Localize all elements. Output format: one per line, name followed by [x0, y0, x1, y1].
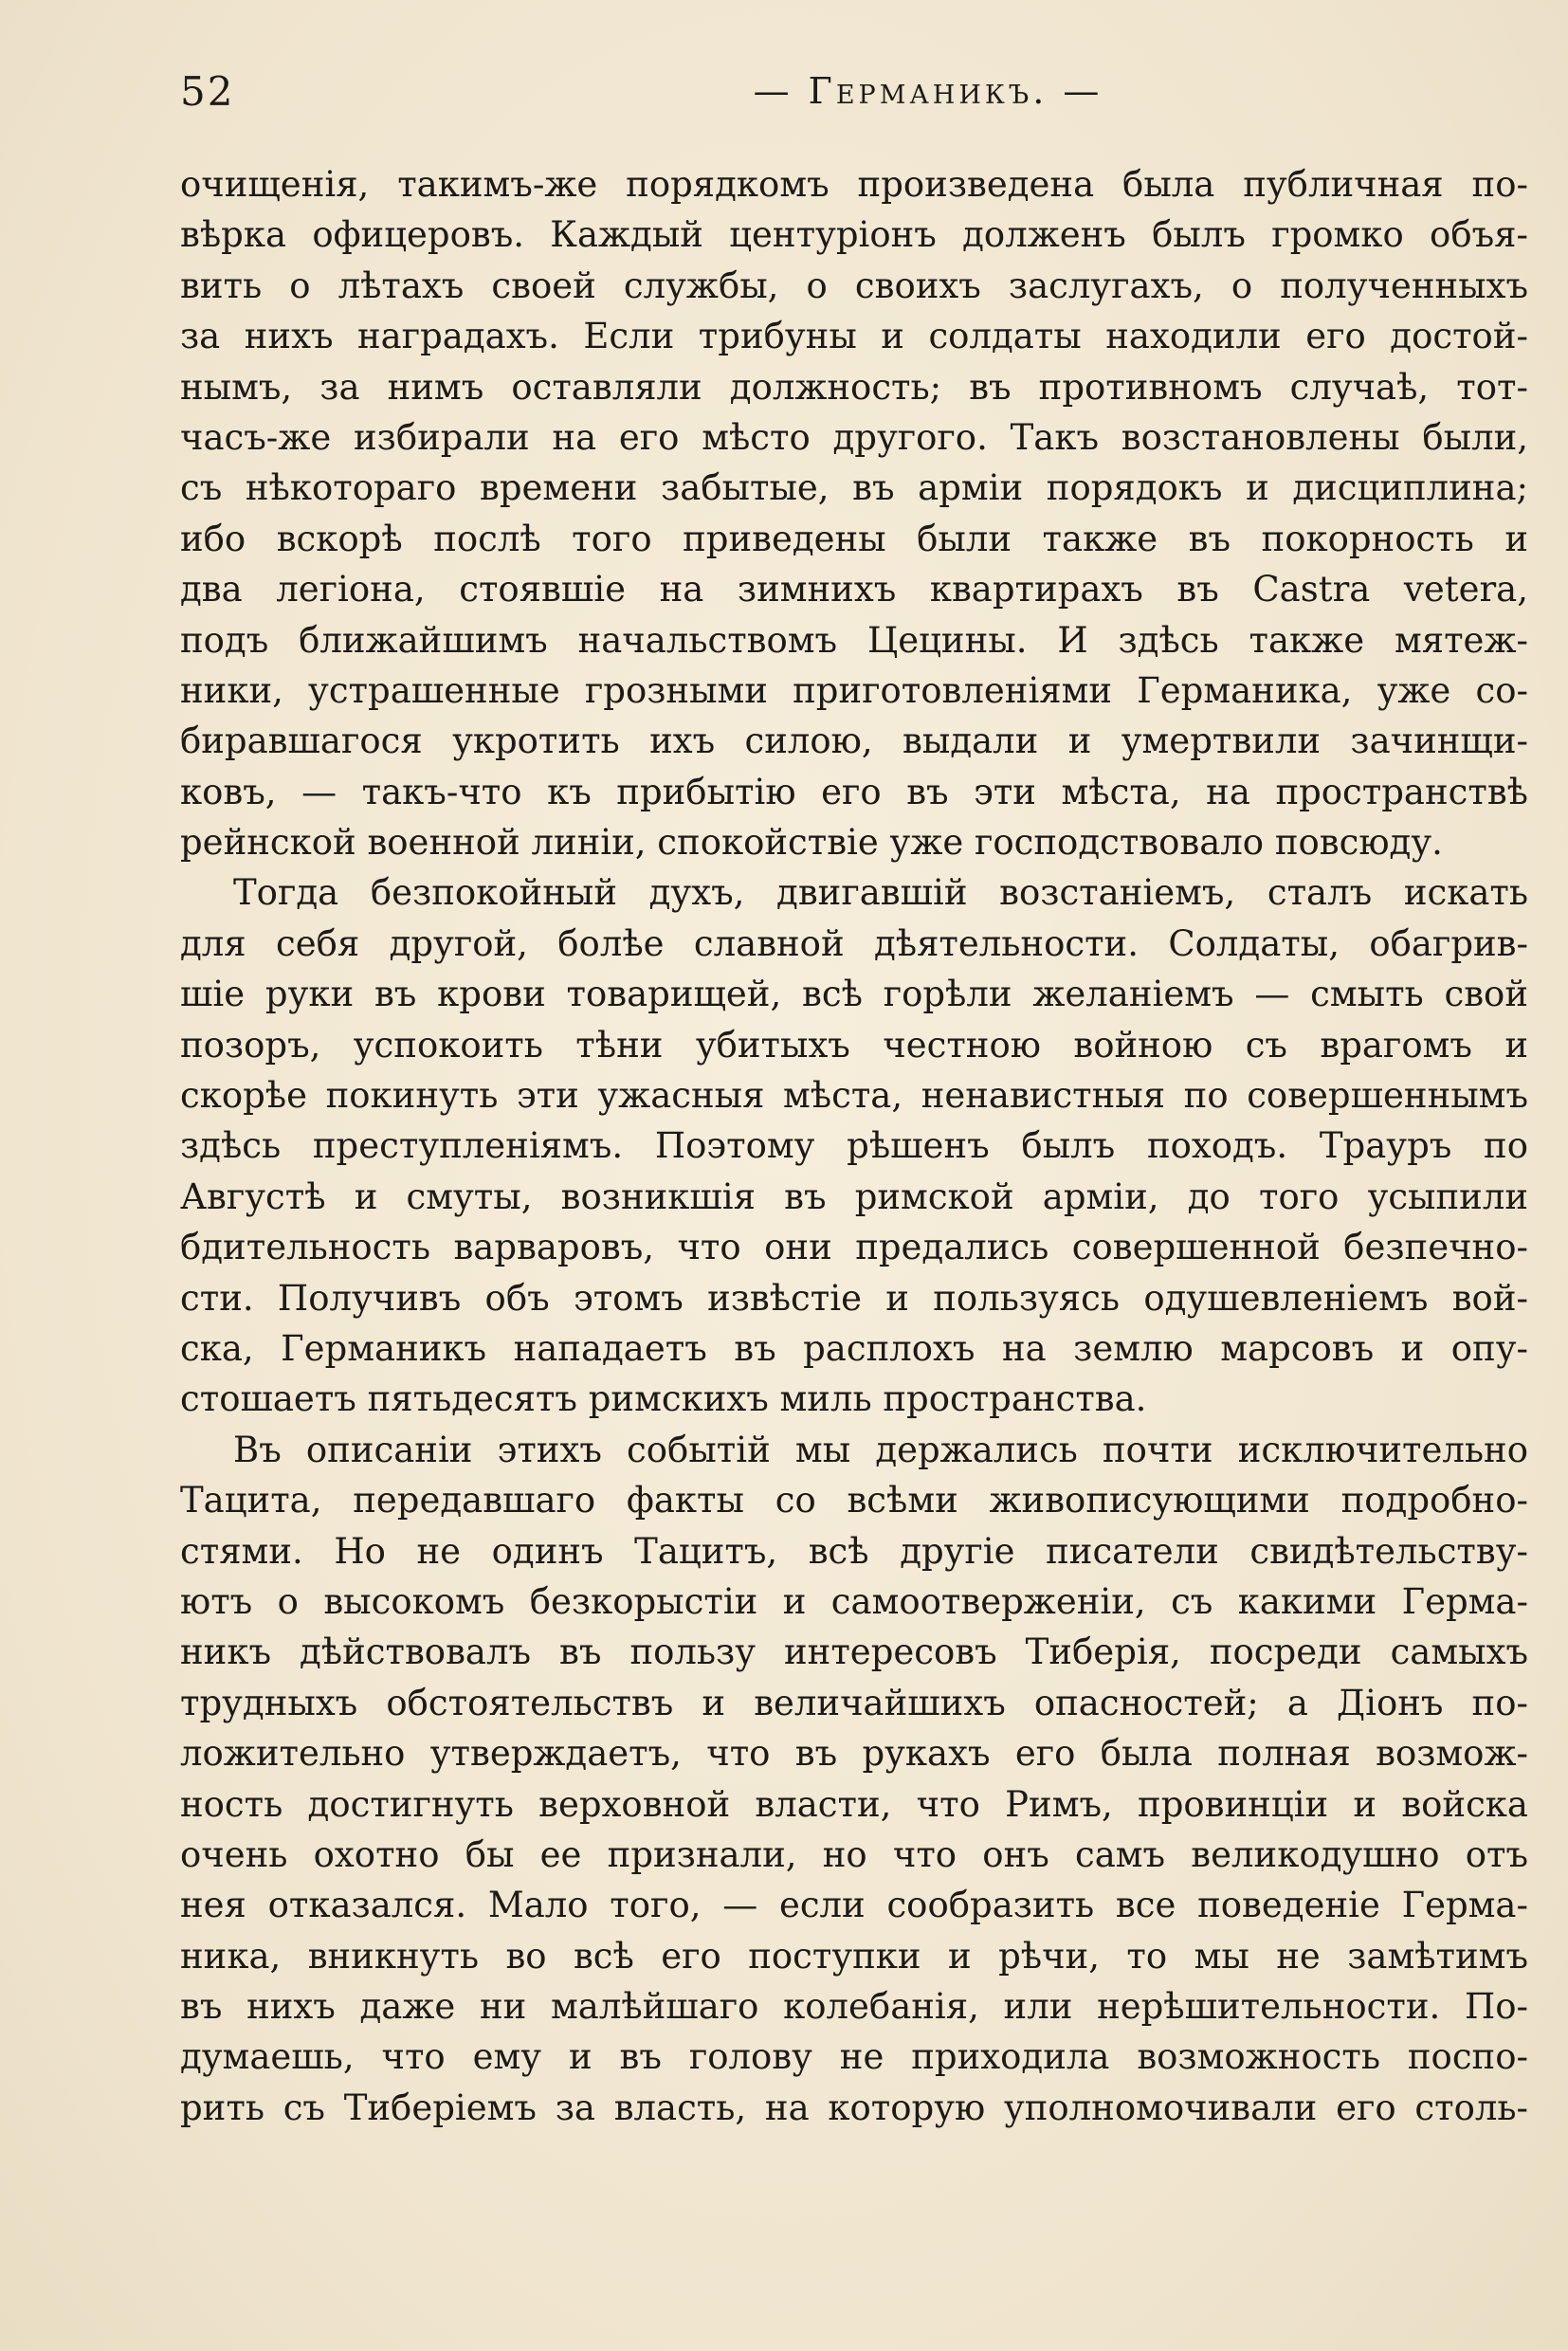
text-line: два легіона, стоявшіе на зимнихъ квартирахъ въ Castra vetera,: [180, 569, 1528, 611]
text-line: Тогда безпокойный духъ, двигавшій возстаніемъ, сталъ искать: [233, 872, 1528, 914]
text-line: биравшагося укротить ихъ силою, выдали и умертвили зачинщи-: [180, 720, 1528, 762]
text-line: ника, вникнуть во всѣ его поступки и рѣчи, то мы не замѣтимъ: [180, 1935, 1528, 1977]
text-line: Августѣ и смуты, возникшія въ римской арміи, до того усыпили: [180, 1176, 1528, 1217]
text-line: здѣсь преступленіямъ. Поэтому рѣшенъ былъ походъ. Трауръ по: [180, 1125, 1528, 1167]
text-line: за нихъ наградахъ. Если трибуны и солдаты находили его достой-: [180, 316, 1528, 357]
body-text: [180, 159, 1528, 2133]
text-line: нея отказался. Мало того, — если сообразить все поведеніе Герма-: [180, 1885, 1528, 1926]
page-number: 52: [180, 68, 235, 115]
text-line: трудныхъ обстоятельствъ и величайшихъ опасностей; а Діонъ по-: [180, 1682, 1528, 1723]
text-line: съ нѣкотораго времени забытые, въ арміи порядокъ и дисциплина;: [180, 467, 1528, 509]
text-line: ность достигнуть верховной власти, что Римъ, провинціи и войска: [180, 1783, 1528, 1825]
text-line: нымъ, за нимъ оставляли должность; въ противномъ случаѣ, тот-: [180, 366, 1528, 408]
text-line: ники, устрашенные грозными приготовленіями Германика, уже со-: [180, 669, 1528, 711]
text-line: никъ дѣйствовалъ въ пользу интересовъ Тиберія, посреди самыхъ: [180, 1631, 1528, 1673]
text-line: часъ-же избирали на его мѣсто другого. Такъ возстановлены были,: [180, 416, 1528, 458]
text-line: бдительность варваровъ, что они предались совершенной безпечно-: [180, 1227, 1528, 1268]
page-header: [180, 68, 1477, 125]
text-line: позоръ, успокоить тѣни убитыхъ честною войною съ врагомъ и: [180, 1024, 1528, 1066]
text-line: въ нихъ даже ни малѣйшаго колебанія, или нерѣшительности. По-: [180, 1986, 1528, 2028]
text-line: ковъ, — такъ-что къ прибытію его въ эти мѣста, на пространствѣ: [180, 771, 1528, 812]
text-line: вѣрка офицеровъ. Каждый центуріонъ долженъ былъ громко объя-: [180, 214, 1528, 256]
text-line: вить о лѣтахъ своей службы, о своихъ заслугахъ, о полученныхъ: [180, 264, 1528, 306]
text-line: стошаетъ пятьдесятъ римскихъ миль пространства.: [180, 1378, 1147, 1420]
text-line: шіе руки въ крови товарищей, всѣ горѣли желаніемъ — смыть свой: [180, 974, 1528, 1015]
text-line: рейнской военной линіи, спокойствіе уже господствовало повсюду.: [180, 822, 1443, 864]
text-line: Въ описаніи этихъ событій мы держались почти исключительно: [233, 1429, 1528, 1470]
text-line: рить съ Тиберіемъ за власть, на которую уполномочивали его столь-: [180, 2087, 1528, 2128]
text-line: для себя другой, болѣе славной дѣятельности. Солдаты, обагрив-: [180, 922, 1528, 964]
text-line: подъ ближайшимъ начальствомъ Цецины. И здѣсь также мятеж-: [180, 619, 1528, 661]
text-line: ютъ о высокомъ безкорыстіи и самоотверженіи, съ какими Герма-: [180, 1580, 1528, 1622]
text-line: очень охотно бы ее признали, но что онъ самъ великодушно отъ: [180, 1833, 1528, 1875]
text-line: сти. Получивъ объ этомъ извѣстіе и пользуясь одушевленіемъ вой-: [180, 1277, 1528, 1319]
running-title: — Германикъ. —: [753, 70, 1103, 112]
text-line: ложительно утверждаетъ, что въ рукахъ его была полная возмож-: [180, 1733, 1528, 1775]
text-line: Тацита, передавшаго факты со всѣми живописующими подробно-: [180, 1480, 1528, 1522]
text-line: стями. Но не одинъ Тацитъ, всѣ другіе писатели свидѣтельству-: [180, 1530, 1528, 1572]
text-line: ибо вскорѣ послѣ того приведены были также въ покорность и: [180, 518, 1528, 559]
text-line: очищенія, такимъ-же порядкомъ произведена была публичная по-: [180, 164, 1528, 205]
text-line: думаешь, что ему и въ голову не приходила возможность поспо-: [180, 2036, 1528, 2078]
text-line: скорѣе покинуть эти ужасныя мѣста, ненавистныя по совершеннымъ: [180, 1075, 1528, 1117]
text-line: ска, Германикъ нападаетъ въ расплохъ на землю марсовъ и опу-: [180, 1327, 1528, 1369]
